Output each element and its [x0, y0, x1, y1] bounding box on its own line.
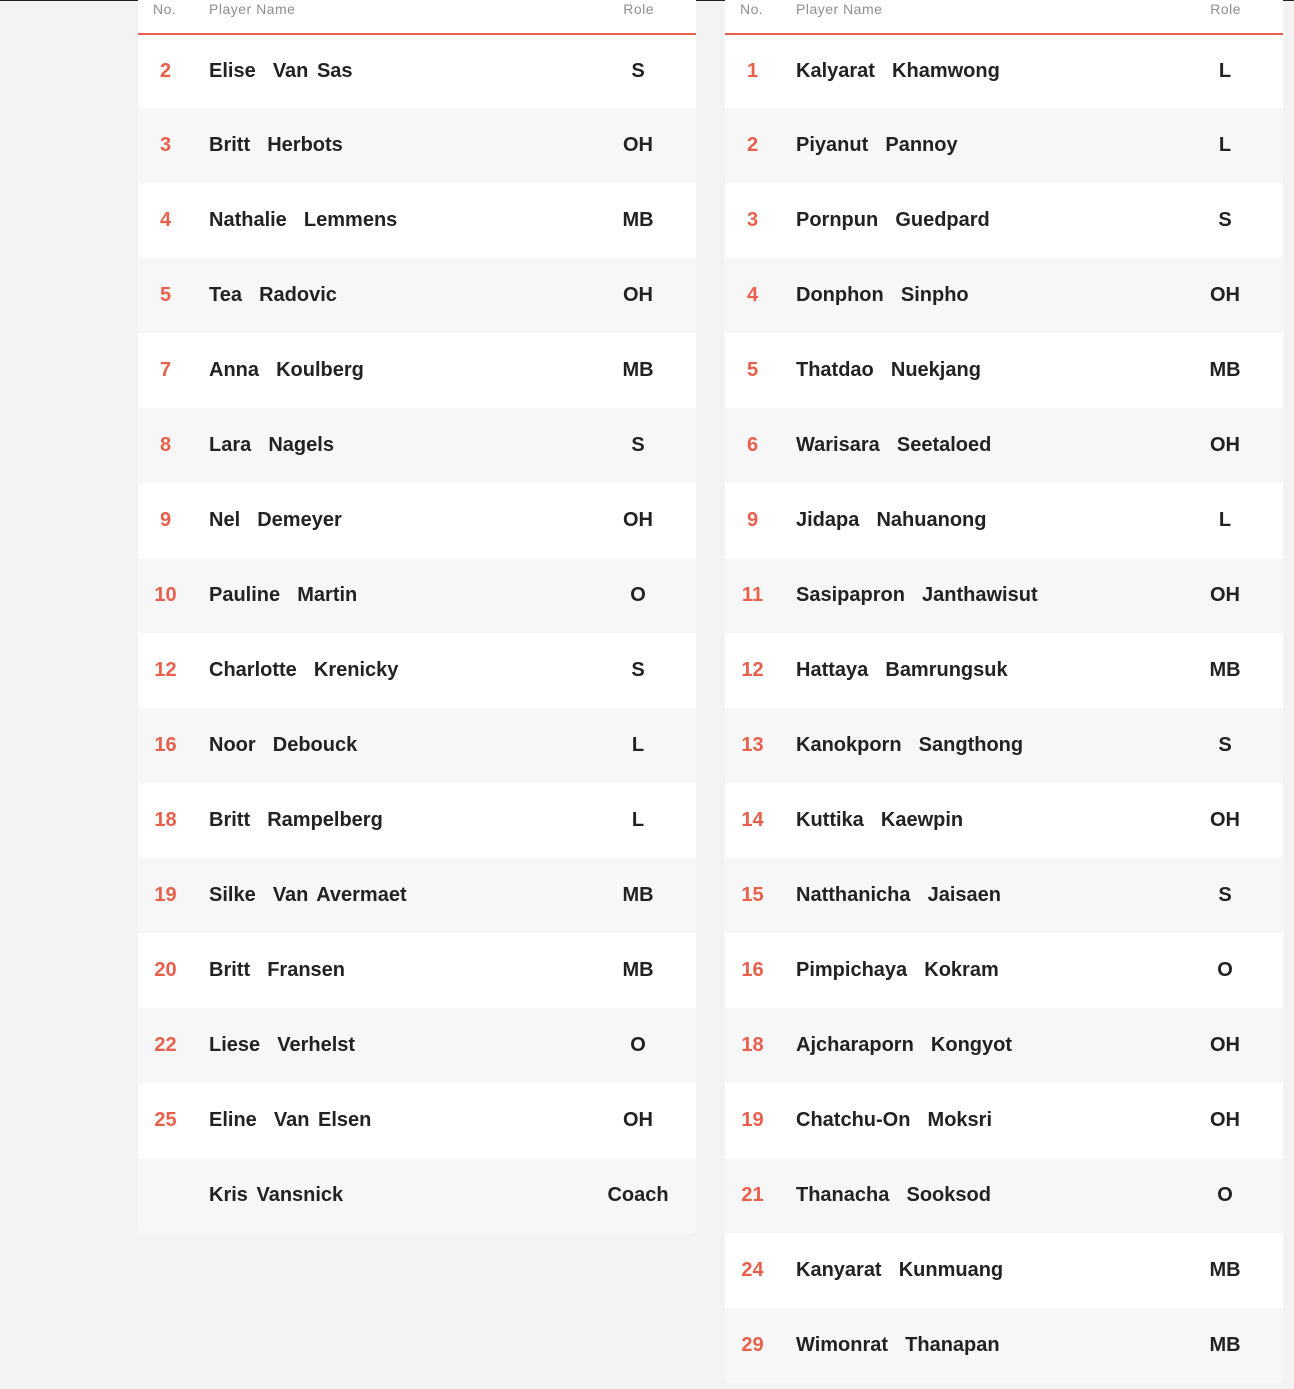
player-role: O [630, 584, 646, 606]
table-row [138, 183, 696, 258]
player-name: Elise Van Sas [209, 60, 353, 82]
player-number: 22 [154, 1034, 177, 1056]
column-header-number: No. [740, 1, 764, 17]
roster-body [725, 35, 1283, 1383]
table-row [138, 1008, 696, 1083]
player-name: Jidapa Nahuanong [796, 509, 987, 531]
player-role: OH [623, 134, 653, 156]
roster-table-right [725, 0, 1283, 1383]
table-row [725, 108, 1283, 183]
player-name: Pornpun Guedpard [796, 209, 990, 231]
roster-body [138, 35, 696, 1233]
table-row [725, 858, 1283, 933]
player-number: 24 [741, 1259, 764, 1281]
player-name: Kanokporn Sangthong [796, 734, 1024, 756]
column-header-role: Role [623, 1, 654, 17]
table-row [138, 633, 696, 708]
table-row [725, 483, 1283, 558]
column-header-number: No. [153, 1, 177, 17]
player-number: 3 [746, 209, 759, 231]
table-row [138, 1158, 696, 1233]
roster-header [725, 0, 1283, 35]
player-number: 3 [159, 134, 172, 156]
player-name: Piyanut Pannoy [796, 134, 958, 156]
player-name: Pimpichaya Kokram [796, 959, 999, 981]
player-role: L [1218, 60, 1232, 82]
player-role: S [631, 659, 645, 681]
player-number: 16 [154, 734, 177, 756]
player-name: Liese Verhelst [209, 1034, 356, 1056]
table-row [138, 408, 696, 483]
column-header-role: Role [1210, 1, 1241, 17]
table-row [725, 35, 1283, 108]
table-row [138, 35, 696, 108]
player-role: OH [1210, 284, 1240, 306]
player-name: Lara Nagels [209, 434, 334, 456]
player-name: Nel Demeyer [209, 509, 342, 531]
player-role: S [1218, 209, 1232, 231]
player-name: Thatdao Nuekjang [796, 359, 981, 381]
table-row [138, 1083, 696, 1158]
player-role: L [631, 734, 645, 756]
player-role: MB [622, 359, 654, 381]
player-number: 4 [159, 209, 172, 231]
table-row [138, 783, 696, 858]
player-name: Wimonrat Thanapan [796, 1334, 1000, 1356]
player-name: Anna Koulberg [209, 359, 364, 381]
player-number: 10 [154, 584, 177, 606]
player-role: OH [623, 284, 653, 306]
player-name: Britt Herbots [209, 134, 343, 156]
player-role: OH [1210, 809, 1240, 831]
player-number: 25 [154, 1109, 177, 1131]
player-role: MB [622, 959, 654, 981]
table-row [725, 408, 1283, 483]
player-name: Chatchu-On Moksri [796, 1109, 993, 1131]
table-row [138, 483, 696, 558]
player-name: Noor Debouck [209, 734, 358, 756]
table-row [725, 1008, 1283, 1083]
player-role: S [631, 60, 645, 82]
player-name: Britt Rampelberg [209, 809, 383, 831]
player-number: 1 [746, 60, 759, 82]
player-number: 18 [741, 1034, 764, 1056]
player-role: S [1218, 734, 1232, 756]
player-role: OH [1210, 584, 1240, 606]
table-row [138, 258, 696, 333]
player-number: 6 [746, 434, 759, 456]
player-role: Coach [607, 1184, 669, 1206]
player-name: Charlotte Krenicky [209, 659, 399, 681]
player-role: S [631, 434, 645, 456]
player-number: 4 [746, 284, 759, 306]
player-role: OH [1210, 434, 1240, 456]
player-role: O [1217, 959, 1233, 981]
player-number: 12 [741, 659, 764, 681]
table-row [725, 933, 1283, 1008]
player-number: 18 [154, 809, 177, 831]
table-row [138, 933, 696, 1008]
player-role: MB [1209, 1259, 1241, 1281]
table-row [725, 333, 1283, 408]
player-role: OH [623, 1109, 653, 1131]
player-name: Tea Radovic [209, 284, 337, 306]
player-name: Kalyarat Khamwong [796, 60, 1000, 82]
player-name: Pauline Martin [209, 584, 358, 606]
player-number: 8 [159, 434, 172, 456]
player-number: 21 [741, 1184, 764, 1206]
player-number: 12 [154, 659, 177, 681]
table-row [725, 258, 1283, 333]
player-name: Warisara Seetaloed [796, 434, 992, 456]
player-number: 2 [159, 60, 172, 82]
player-role: L [631, 809, 645, 831]
player-number: 14 [741, 809, 764, 831]
table-row [138, 708, 696, 783]
table-row [725, 783, 1283, 858]
table-row [725, 633, 1283, 708]
player-role: L [1218, 134, 1232, 156]
player-number: 9 [159, 509, 172, 531]
player-name: Ajcharaporn Kongyot [796, 1034, 1013, 1056]
player-role: MB [1209, 359, 1241, 381]
player-role: OH [1210, 1034, 1240, 1056]
player-name: Britt Fransen [209, 959, 346, 981]
roster-header [138, 0, 696, 35]
player-name: Hattaya Bamrungsuk [796, 659, 1008, 681]
table-row [725, 558, 1283, 633]
player-role: O [1217, 1184, 1233, 1206]
player-number: 7 [159, 359, 172, 381]
table-row [138, 858, 696, 933]
player-number: 19 [741, 1109, 764, 1131]
table-row [138, 333, 696, 408]
table-row [725, 1233, 1283, 1308]
roster-table-left [138, 0, 696, 1233]
table-row [138, 108, 696, 183]
player-number: 5 [159, 284, 172, 306]
column-header-name: Player Name [796, 1, 883, 17]
player-role: OH [623, 509, 653, 531]
player-name: Natthanicha Jaisaen [796, 884, 1001, 906]
player-name: Sasipapron Janthawisut [796, 584, 1038, 606]
player-role: L [1218, 509, 1232, 531]
player-role: S [1218, 884, 1232, 906]
player-name: Donphon Sinpho [796, 284, 969, 306]
player-role: MB [1209, 659, 1241, 681]
table-row [725, 1158, 1283, 1233]
player-name: Kris Vansnick [209, 1184, 344, 1206]
player-role: MB [622, 209, 654, 231]
player-number: 19 [154, 884, 177, 906]
player-name: Eline Van Elsen [209, 1109, 372, 1131]
player-number: 15 [741, 884, 764, 906]
player-role: O [630, 1034, 646, 1056]
player-name: Nathalie Lemmens [209, 209, 398, 231]
player-number: 13 [741, 734, 764, 756]
table-row [725, 708, 1283, 783]
player-number: 5 [746, 359, 759, 381]
player-role: MB [1209, 1334, 1241, 1356]
column-header-name: Player Name [209, 1, 296, 17]
player-number: 2 [746, 134, 759, 156]
player-name: Kuttika Kaewpin [796, 809, 964, 831]
player-number: 9 [746, 509, 759, 531]
player-number: 20 [154, 959, 177, 981]
player-role: OH [1210, 1109, 1240, 1131]
player-number [138, 1158, 193, 1233]
player-name: Kanyarat Kunmuang [796, 1259, 1004, 1281]
table-row [725, 1308, 1283, 1383]
player-role: MB [622, 884, 654, 906]
table-row [138, 558, 696, 633]
player-number: 29 [741, 1334, 764, 1356]
table-row [725, 183, 1283, 258]
player-number: 11 [741, 584, 764, 606]
table-row [725, 1083, 1283, 1158]
player-name: Silke Van Avermaet [209, 884, 407, 906]
player-number: 16 [741, 959, 764, 981]
player-name: Thanacha Sooksod [796, 1184, 991, 1206]
